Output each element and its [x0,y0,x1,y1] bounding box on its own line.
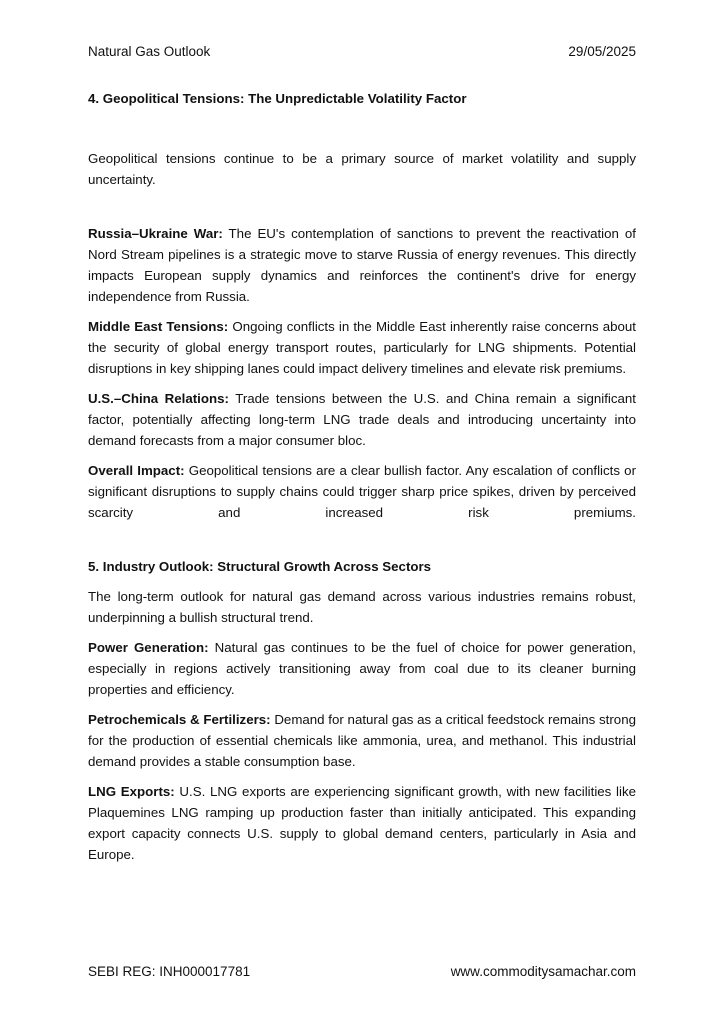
item-text: Trade tensions between the U.S. and China remain a significant factor, potentially affecting long-term LNG trade deals and introducing uncertainty into demand forecasts from a major consumer bloc. [88,391,636,448]
section-5-item-power-generation [88,637,636,700]
item-text: Natural gas continues to be the fuel of choice for power generation, especially in regions actively transitioning away from coal due to its cleaner burning properties and efficiency. [88,640,637,697]
section-5-item-lng-exports [88,781,636,865]
header-title: Natural Gas Outlook [88,44,211,59]
section-4-item-russia-ukraine [88,223,636,307]
section-4-item-middle-east [88,316,636,379]
section-4-heading: 4. Geopolitical Tensions: The Unpredictable Volatility Factor [88,91,467,106]
item-text: The EU's contemplation of sanctions to prevent the reactivation of Nord Stream pipelines is a strategic move to starve Russia of energy revenues. This directly impacts European supply dynamics and reinforces the continent's drive for energy independence from Russia. [88,226,636,304]
section-4-item-overall-impact [88,460,636,523]
header-date: 29/05/2025 [568,44,636,59]
item-label: Middle East Tensions: [88,319,229,334]
section-5-intro: The long-term outlook for natural gas demand across various industries remains robust, underpinning a bullish structural trend. [88,589,636,625]
item-label: Overall Impact: [88,463,185,478]
item-label: LNG Exports: [88,784,175,799]
page-content [88,88,636,865]
item-text: U.S. LNG exports are experiencing significant growth, with new facilities like Plaquemines LNG ramping up production faster than initially anticipated. This expanding export capacity connects U.S. supply to global demand centers, particularly in Asia and Europe. [88,784,636,862]
item-text: Ongoing conflicts in the Middle East inherently raise concerns about the security of global energy transport routes, particularly for LNG shipments. Potential disruptions in key shipping lanes could impact delivery timelines and elevate risk premiums. [88,319,637,376]
section-5-heading: 5. Industry Outlook: Structural Growth Across Sectors [88,559,432,574]
item-label: Power Generation: [88,640,209,655]
footer-website-link[interactable]: www.commoditysamachar.com [450,964,636,979]
section-5-item-petrochemicals [88,709,636,772]
section-4-intro: Geopolitical tensions continue to be a primary source of market volatility and supply uncertainty. [88,151,636,187]
item-text: Demand for natural gas as a critical feedstock remains strong for the production of essential chemicals like ammonia, urea, and methanol. This industrial demand provides a stable consumption base. [88,712,636,769]
section-4-item-us-china [88,388,636,451]
footer-sebi-registration: SEBI REG: INH000017781 [88,964,251,979]
item-label: Petrochemicals & Fertilizers: [88,712,271,727]
item-label: Russia–Ukraine War: [88,226,223,241]
item-label: U.S.–China Relations: [88,391,229,406]
item-text: Geopolitical tensions are a clear bullish factor. Any escalation of conflicts or significant disruptions to supply chains could trigger sharp price spikes, driven by perceived scarcity and increased risk premiums. [88,463,636,520]
